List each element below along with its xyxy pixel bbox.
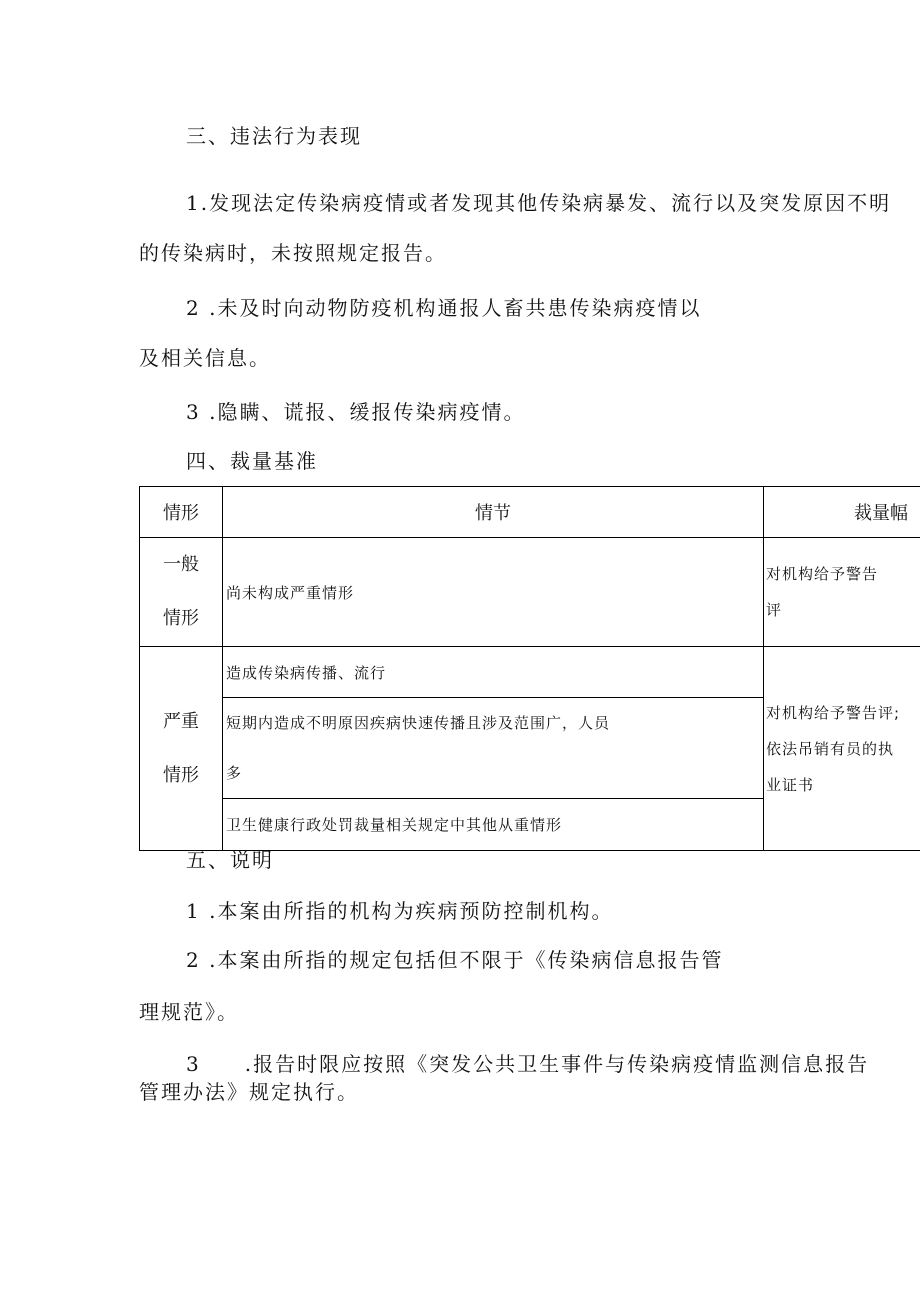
note-1: 1 .本案由所指的机构为疾病预防控制机构。 [186,899,614,923]
category-serious [140,647,223,851]
penalty-serious-line-2: 依法吊销有员的执 [766,739,895,758]
standard-heading: 四、裁量基准 [186,449,318,473]
category-general [140,538,223,647]
circumstance-serious-2-line-2: 多 [226,764,243,782]
circumstance-serious-2-line-1: 短期内造成不明原因疾病快速传播且涉及范围广，人员 [226,714,611,732]
category-serious-line-1: 严重 [163,710,199,732]
category-general-line-1: 一般 [163,554,199,575]
note-2-line-2: 理规范》。 [139,1000,239,1024]
violations-heading: 三、违法行为表现 [186,124,362,148]
note-2-line-1: 2 .本案由所指的规定包括但不限于《传染病信息报告管 [186,948,724,972]
violation-2-line-1: 2 .未及时向动物防疫机构通报人畜共患传染病疫情以 [186,296,702,320]
note-3-line-2: 管理办法》规定执行。 [139,1080,359,1104]
circumstance-general: 尚未构成严重情形 [223,538,764,647]
circumstance-serious-3: 卫生健康行政处罚裁量相关规定中其他从重情形 [223,799,764,851]
table-row-general [140,538,920,647]
penalty-general [764,538,920,647]
category-general-line-2: 情形 [163,608,199,629]
penalty-general-line-2: 评 [766,601,783,619]
notes-heading: 五、说明 [186,848,274,872]
discretion-table [139,486,920,851]
header-circumstance: 情节 [223,487,764,538]
circumstance-serious-1: 造成传染病传播、流行 [223,647,764,698]
circumstance-serious-2 [223,698,764,799]
category-serious-line-2: 情形 [163,764,199,786]
penalty-serious-line-3: 业证书 [766,775,815,794]
violation-1-line-2: 的传染病时，未按照规定报告。 [139,241,447,265]
penalty-serious [764,647,920,851]
violation-3: 3 .隐瞒、谎报、缓报传染病疫情。 [186,400,526,424]
note-3-line-1: 3 .报告时限应按照《突发公共卫生事件与传染病疫情监测信息报告 [186,1052,870,1076]
header-penalty: 裁量幅 [764,487,920,538]
penalty-general-line-1: 对机构给予警告 [766,565,879,583]
table-row-serious-1 [140,647,920,698]
violation-2-line-2: 及相关信息。 [139,346,271,370]
penalty-serious-line-1: 对机构给予警告评; [766,703,901,722]
table-header-row [140,487,920,538]
violation-1-line-1: 1.发现法定传染病疫情或者发现其他传染病暴发、流行以及突发原因不明 [186,191,892,215]
header-situation: 情形 [140,487,223,538]
